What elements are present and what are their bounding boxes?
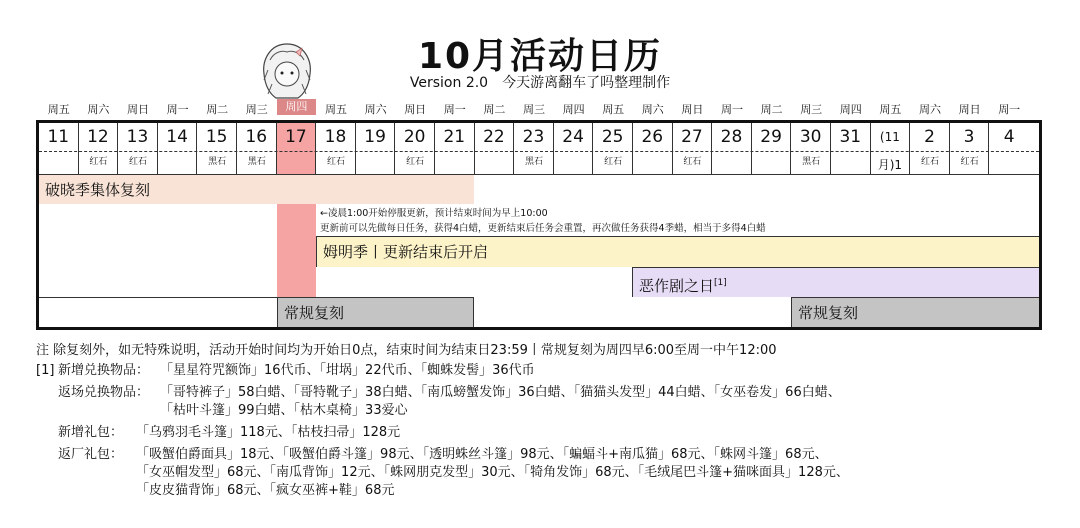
date-cell: 18 <box>316 123 356 151</box>
text-return-pack-3: 「皮皮猫背饰」68元、「疯女巫裤+鞋」68元 <box>136 483 395 498</box>
column-divider <box>474 151 475 174</box>
column-divider <box>870 151 871 174</box>
weekday-label: 周四 <box>562 103 585 116</box>
date-cell: 28 <box>712 123 752 151</box>
weekday-label: 周六 <box>641 103 664 116</box>
event-label-mm: 姆明季丨更新结束后开启 <box>323 243 489 261</box>
text-return-pack-2: 「女巫帽发型」68元、「南瓜背饰」12元、「蛛网朋克发型」30元、「犄角发饰」68元、「毛绒尾巴斗篷+猫咪面具」128元、 <box>136 465 849 480</box>
weekday-label: 周一 <box>998 103 1021 116</box>
weekday-label: 周四 <box>277 99 317 115</box>
weekday-label: 周六 <box>918 103 941 116</box>
weekday-label: 周一 <box>720 103 743 116</box>
date-cell: 29 <box>752 123 792 151</box>
date-cell: 16 <box>237 123 277 151</box>
date-cell: 17 <box>277 123 317 151</box>
weekday-label: 周六 <box>364 103 387 116</box>
stone-tag: 红石 <box>406 157 425 167</box>
date-cell: 30 <box>791 123 831 151</box>
weekday-label: 周一 <box>166 103 189 116</box>
event-label-cg2: 常规复刻 <box>798 304 859 322</box>
stone-tag: 黑石 <box>802 157 821 167</box>
date-cell: 27 <box>673 123 713 151</box>
weekday-label: 周五 <box>879 103 902 116</box>
weekday-label: 周五 <box>602 103 625 116</box>
label-return-pack: 返厂礼包： <box>58 447 124 462</box>
date-cell: 11 <box>39 123 79 151</box>
stone-tag: 红石 <box>920 157 939 167</box>
weekday-label: 周二 <box>760 103 783 116</box>
text-return-exchange-2: 「枯叶斗篷」99白蜡、「枯木桌椅」33爱心 <box>160 403 408 418</box>
event-bar-ezj <box>632 267 1039 297</box>
weekday-label: 周五 <box>47 103 70 116</box>
date-cell: 3 <box>950 123 990 151</box>
maintenance-note-line1: ←凌晨1:00开始停服更新，预计结束时间为早上10:00 <box>320 208 548 219</box>
date-cell: 24 <box>554 123 594 151</box>
label-new-pack: 新增礼包： <box>58 425 124 440</box>
date-cell: 20 <box>395 123 435 151</box>
maintenance-note <box>320 206 766 236</box>
date-cell: 14 <box>158 123 198 151</box>
page-title: 10月活动日历 <box>417 36 663 77</box>
stone-tag: 黑石 <box>208 157 227 167</box>
weekday-label: 周二 <box>483 103 506 116</box>
date-cell: 31 <box>831 123 871 151</box>
stone-tag: 红石 <box>128 157 147 167</box>
date-cell: 12 <box>79 123 119 151</box>
weekday-label: 周三 <box>522 103 545 116</box>
weekday-label: 周三 <box>800 103 823 116</box>
event-bar-blank <box>474 174 1039 204</box>
row-divider <box>39 297 277 327</box>
weekday-label: 周五 <box>324 103 347 116</box>
mascot-icon <box>256 40 318 102</box>
weekday-label: 周日 <box>681 103 704 116</box>
text-new-exchange: 「星星符咒额饰」16代币、「坩埚」22代币、「蜘蛛发髻」36代币 <box>160 363 535 378</box>
page-subtitle: Version 2.0 今天游离翻车了吗整理制作 <box>409 75 671 91</box>
footnote-general: 注 除复刻外，如无特殊说明，活动开始时间均为开始日0点，结束时间为结束日23:59丨常规复刻为周四早6:00至周一中午12:00 <box>36 343 777 358</box>
weekday-label: 周日 <box>958 103 981 116</box>
event-label-cg1: 常规复刻 <box>284 304 345 322</box>
weekday-label: 周六 <box>87 103 110 116</box>
weekday-label: 周日 <box>404 103 427 116</box>
event-bar-cg1 <box>277 297 474 327</box>
date-cell: 22 <box>475 123 515 151</box>
date-cell: 19 <box>356 123 396 151</box>
date-cell: 26 <box>633 123 673 151</box>
event-label-pxj: 破晓季集体复刻 <box>45 181 151 199</box>
date-cell: (11月)1 <box>871 123 911 151</box>
weekday-label: 周四 <box>839 103 862 116</box>
text-return-pack-1: 「吸蟹伯爵面具」18元、「吸蟹伯爵斗篷」98元、「透明蛛丝斗篷」98元、「蝙蝠斗+南瓜猫」68元、「蛛网斗篷」68元、 <box>136 447 828 462</box>
column-divider <box>751 151 752 174</box>
date-cell: 2 <box>910 123 950 151</box>
stone-tag: 红石 <box>604 157 623 167</box>
weekday-label: 周日 <box>126 103 149 116</box>
weekday-label: 周一 <box>443 103 466 116</box>
label-return-exchange: 返场兑换物品： <box>58 385 150 400</box>
date-cell: 4 <box>1003 127 1015 147</box>
weekday-label: 周二 <box>206 103 229 116</box>
stone-tag: 黑石 <box>247 157 266 167</box>
stone-tag: 红石 <box>89 157 108 167</box>
event-label-ezj-ref: [1] <box>714 278 727 288</box>
weekday-label: 周三 <box>245 103 268 116</box>
footnote-ref: [1] <box>36 363 55 378</box>
maintenance-note-line2: 更新前可以先做每日任务，获得4白蜡，更新结束后任务会重置，再次做任务获得4季蜡，相当于多得4白蜡 <box>320 223 766 234</box>
event-bar-pxj <box>39 174 474 204</box>
stone-tag: 红石 <box>326 157 345 167</box>
text-return-exchange-1: 「哥特裤子」58白蜡、「哥特靴子」38白蜡、「南瓜螃蟹发饰」36白蜡、「猫猫头发型」44白蜡、「女巫卷发」66白蜡、 <box>160 385 841 400</box>
date-cell: 15 <box>197 123 237 151</box>
stone-tag: 红石 <box>960 157 979 167</box>
date-cell: 21 <box>435 123 475 151</box>
text-new-pack: 「乌鸦羽毛斗篷」118元、「枯枝扫帚」128元 <box>136 425 401 440</box>
stone-tag: 黑石 <box>524 157 543 167</box>
label-new-exchange: 新增兑换物品： <box>58 363 150 378</box>
date-cell: 25 <box>593 123 633 151</box>
stone-tag: 红石 <box>683 157 702 167</box>
date-cell: 23 <box>514 123 554 151</box>
date-cell: 13 <box>118 123 158 151</box>
tag-divider <box>39 151 1039 152</box>
event-label-ezj: 恶作剧之日 <box>639 277 715 295</box>
event-bar-cg2 <box>791 297 1039 327</box>
event-bar-mm <box>316 236 1039 267</box>
